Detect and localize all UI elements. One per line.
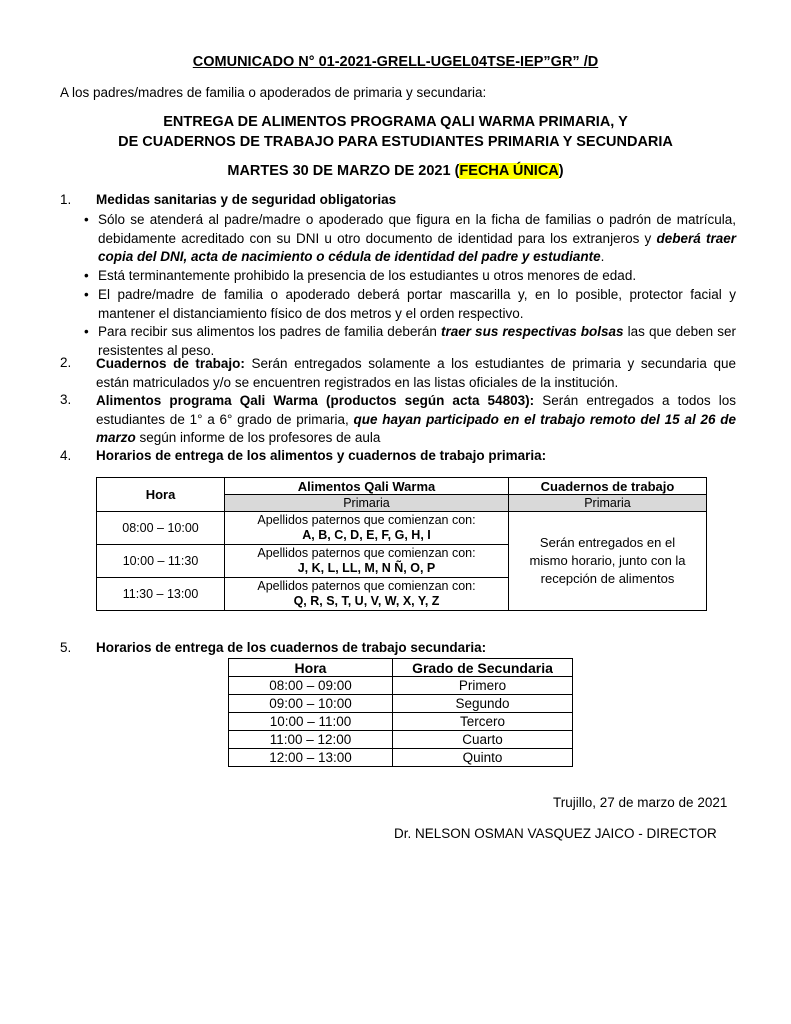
row-grado: Tercero	[393, 713, 573, 731]
bullet-2-text: Está terminantemente prohibido la presencia de los estudiantes u otros menores de edad.	[98, 268, 637, 283]
bullet-item	[86, 267, 736, 286]
section-5-title: Horarios de entrega de los cuadernos de trabajo secundaria:	[96, 640, 487, 655]
section-2-paragraph	[96, 355, 736, 392]
main-heading	[0, 112, 791, 152]
row-letters: J, K, L, LL, M, N Ñ, O, P	[297, 561, 436, 575]
row-grado: Primero	[393, 677, 573, 695]
section-3-paragraph	[96, 392, 736, 448]
row-hora: 08:00 – 10:00	[97, 512, 225, 545]
section-1-number: 1.	[60, 192, 72, 207]
bullet-1-end: .	[600, 249, 605, 264]
row-hora: 12:00 – 13:00	[229, 749, 393, 767]
bullet-4-text: Para recibir sus alimentos los padres de familia deberán	[98, 324, 441, 339]
table-row	[97, 512, 707, 545]
primaria-schedule-table	[96, 477, 707, 611]
table-row	[229, 695, 573, 713]
row-hora: 10:00 – 11:30	[97, 545, 225, 578]
column-header-alimentos: Alimentos Qali Warma	[225, 478, 509, 495]
bullet-icon: •	[84, 268, 89, 283]
section-4-number: 4.	[60, 448, 72, 463]
bullet-item	[86, 286, 736, 323]
bullet-icon: •	[84, 287, 89, 302]
section-5-number: 5.	[60, 640, 72, 655]
row-hora: 11:00 – 12:00	[229, 731, 393, 749]
bullet-item	[86, 211, 736, 267]
subheader-alimentos: Primaria	[225, 495, 509, 512]
section-3-text: Serán entregados a todos los estudiantes de 1° a 6° grado de primaria,	[96, 393, 736, 427]
date-highlight: FECHA ÚNICA	[459, 163, 559, 179]
row-label: Apellidos paternos que comienzan con:	[257, 513, 476, 527]
subheader-cuadernos: Primaria	[509, 495, 707, 512]
section-2-number: 2.	[60, 355, 72, 370]
bullet-icon: •	[84, 324, 89, 339]
row-hora: 09:00 – 10:00	[229, 695, 393, 713]
signature-line: Dr. NELSON OSMAN VASQUEZ JAICO - DIRECTOR	[394, 826, 717, 841]
column-header-hora: Hora	[97, 478, 225, 512]
bullet-4-emphasis: traer sus respectivas bolsas	[440, 324, 624, 339]
row-letters: A, B, C, D, E, F, G, H, I	[302, 528, 431, 542]
heading-line-1: ENTREGA DE ALIMENTOS PROGRAMA QALI WARMA PRIMARIA, Y	[163, 114, 628, 130]
intro-line: A los padres/madres de familia o apoderados de primaria y secundaria:	[60, 85, 487, 100]
place-date: Trujillo, 27 de marzo de 2021	[553, 795, 728, 810]
section-1-title: Medidas sanitarias y de seguridad obligatorias	[96, 192, 397, 207]
row-letters: Q, R, S, T, U, V, W, X, Y, Z	[293, 594, 440, 608]
row-apellidos	[225, 578, 509, 611]
section-3-end: según informe de los profesores de aula	[135, 430, 381, 445]
section-3-emphasis: que hayan participado en el trabajo remoto del 15 al 26 de marzo	[96, 411, 736, 445]
bullet-3-text: El padre/madre de familia o apoderado deberá portar mascarilla y, en lo posible, protector facial y mantener el distanciamiento físico de dos metros y el orden respectivo.	[98, 287, 736, 321]
bullet-1-text: Sólo se atenderá al padre/madre o apoderado que figura en la ficha de familias o padrón de matrícula, debidamente acreditado con su DNI u otro documento de identidad para los extranjeros y	[98, 212, 736, 246]
date-close: )	[558, 163, 564, 179]
table-row	[229, 749, 573, 767]
secundaria-schedule-table	[228, 658, 573, 767]
table-row	[229, 677, 573, 695]
document-title: COMUNICADO N° 01-2021-GRELL-UGEL04TSE-IEP”GR” /D	[192, 54, 599, 70]
row-apellidos	[225, 545, 509, 578]
column-header-hora: Hora	[229, 659, 393, 677]
row-grado: Segundo	[393, 695, 573, 713]
section-3-title: Alimentos programa Qali Warma (productos según acta 54803):	[96, 393, 535, 408]
date-text: MARTES 30 DE MARZO DE 2021 (	[227, 163, 460, 179]
row-label: Apellidos paternos que comienzan con:	[257, 546, 476, 560]
row-grado: Quinto	[393, 749, 573, 767]
row-grado: Cuarto	[393, 731, 573, 749]
section-3-number: 3.	[60, 392, 72, 407]
row-hora: 08:00 – 09:00	[229, 677, 393, 695]
column-header-grado: Grado de Secundaria	[393, 659, 573, 677]
section-4-title: Horarios de entrega de los alimentos y cuadernos de trabajo primaria:	[96, 448, 547, 463]
table-header-row	[229, 659, 573, 677]
row-hora: 10:00 – 11:00	[229, 713, 393, 731]
table-header-row	[97, 478, 707, 495]
table-row	[229, 713, 573, 731]
row-hora: 11:30 – 13:00	[97, 578, 225, 611]
bullet-1-emphasis: deberá traer copia del DNI, acta de nacimiento o cédula de identidad del padre y estudiante	[98, 230, 736, 264]
section-2-title: Cuadernos de trabajo:	[96, 356, 245, 371]
delivery-date	[0, 163, 791, 179]
bullet-4-end: las que deben ser resistentes al peso.	[98, 324, 737, 358]
row-label: Apellidos paternos que comienzan con:	[257, 579, 476, 593]
bullet-icon: •	[84, 212, 89, 227]
heading-line-2: DE CUADERNOS DE TRABAJO PARA ESTUDIANTES PRIMARIA Y SECUNDARIA	[118, 134, 673, 150]
section-2-text: Serán entregados solamente a los estudiantes de primaria y secundaria que están matriculados y/o se encuentren registrados en las listas oficiales de la institución.	[96, 356, 736, 390]
cuadernos-note: Serán entregados en el mismo horario, junto con la recepción de alimentos	[509, 512, 707, 611]
bullet-text	[86, 211, 736, 267]
column-header-cuadernos: Cuadernos de trabajo	[509, 478, 707, 495]
row-apellidos	[225, 512, 509, 545]
table-row	[229, 731, 573, 749]
